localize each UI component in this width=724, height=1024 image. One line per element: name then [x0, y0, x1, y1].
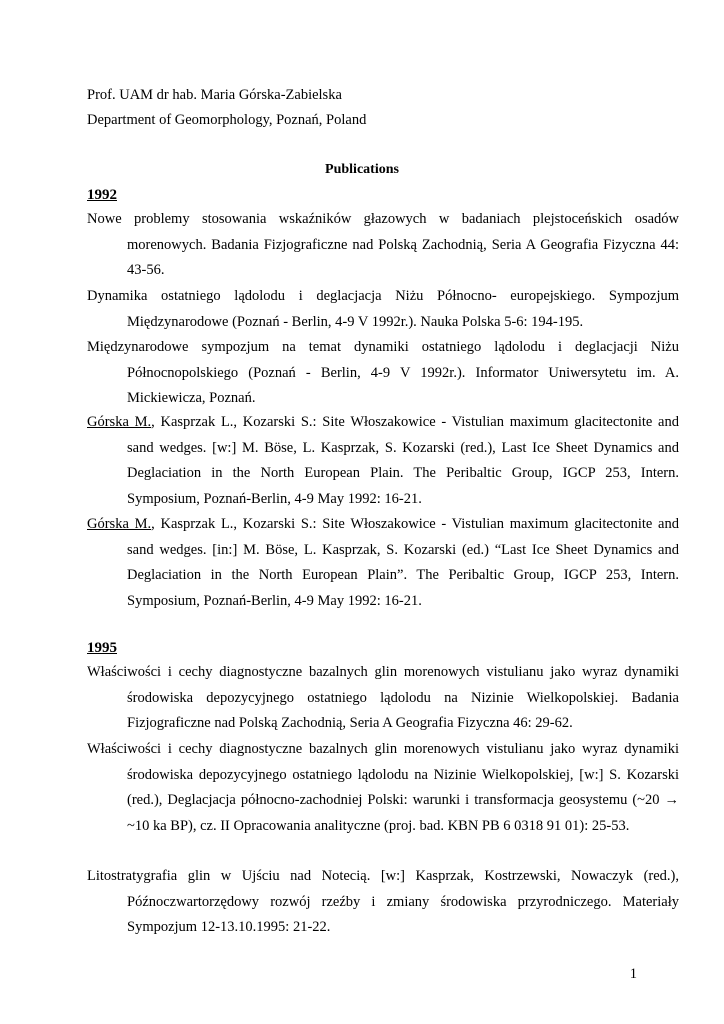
publication-entry — [87, 410, 679, 513]
entry-text: Właściwości i cechy diagnostyczne bazalnych glin morenowych vistulianu jako wyraz dynamiki środowiska depozycyjnego ostatniego lądolodu na Nizinie Wielkopolskiej, [w:] S. Kozarski (red.), Deglacjacja północno-zachodniej Polski: warunki i transformacja geosystemu (~20 → ~10 ka BP), cz. II Opracowania analityczne (proj. bad. KBN PB 6 0318 91 01): 25-53. — [87, 741, 679, 835]
entry-author: Górska M. — [87, 516, 152, 532]
publication-entry — [87, 512, 679, 615]
publication-entry — [87, 660, 679, 737]
entry-text: Litostratygrafia glin w Ujściu nad Notecią. [w:] Kasprzak, Kostrzewski, Nowaczyk (red.), Późnoczwartorzędowy rozwój rzeźby i zmiany środowiska przyrodniczego. Materiały Sympozjum 12-13.10.1995: 21-22. — [87, 868, 679, 936]
publication-entry — [87, 207, 679, 284]
entry-text: Międzynarodowe sympozjum na temat dynamiki ostatniego lądolodu i deglacjacji Niżu Północnopolskiego (Poznań - Berlin, 4-9 V 1992r.). Informator Uniwersytetu im. A. Mickiewicza, Poznań. — [87, 339, 679, 407]
author-name: Prof. UAM dr hab. Maria Górska-Zabielska — [87, 87, 342, 103]
year-heading: 1995 — [87, 640, 117, 656]
entry-text: Nowe problemy stosowania wskaźników głazowych w badaniach plejstoceńskich osadów morenowych. Badania Fizjograficzne nad Polską Zachodnią, Seria A Geografia Fizyczna 44: 43-56. — [87, 211, 679, 279]
publication-entry — [87, 864, 679, 941]
entry-text: Dynamika ostatniego lądolodu i deglacjacja Niżu Północno- europejskiego. Sympozjum Międzynarodowe (Poznań - Berlin, 4-9 V 1992r.). Nauka Polska 5-6: 194-195. — [87, 288, 679, 330]
page-number: 1 — [629, 966, 637, 982]
entry-text: , Kasprzak L., Kozarski S.: Site Włoszakowice - Vistulian maximum glacitectonite and sand wedges. [w:] M. Böse, L. Kasprzak, S. Kozarski (red.), Last Ice Sheet Dynamics and Deglaciation in the North European Plain. The Peribaltic Group, IGCP 253, Intern. Symposium, Poznań-Berlin, 4-9 May 1992: 16-21. — [127, 414, 679, 508]
publication-entry — [87, 737, 679, 840]
entry-text: Właściwości i cechy diagnostyczne bazalnych glin morenowych vistulianu jako wyraz dynamiki środowiska depozycyjnego ostatniego lądolodu na Nizinie Wielkopolskiej. Badania Fizjograficzne nad Polską Zachodnią, Seria A Geografia Fizyczna 46: 29-62. — [87, 664, 679, 732]
year-heading: 1992 — [87, 187, 117, 203]
department: Department of Geomorphology, Poznań, Poland — [87, 112, 367, 128]
publication-entry — [87, 284, 679, 335]
publication-entry — [87, 335, 679, 412]
entry-author: Górska M. — [87, 414, 152, 430]
entry-text: , Kasprzak L., Kozarski S.: Site Włoszakowice - Vistulian maximum glacitectonite and sand wedges. [in:] M. Böse, L. Kasprzak, S. Kozarski (ed.) “Last Ice Sheet Dynamics and Deglaciation in the North European Plain”. The Peribaltic Group, IGCP 253, Intern. Symposium, Poznań-Berlin, 4-9 May 1992: 16-21. — [127, 516, 679, 610]
page-title: Publications — [325, 162, 399, 177]
